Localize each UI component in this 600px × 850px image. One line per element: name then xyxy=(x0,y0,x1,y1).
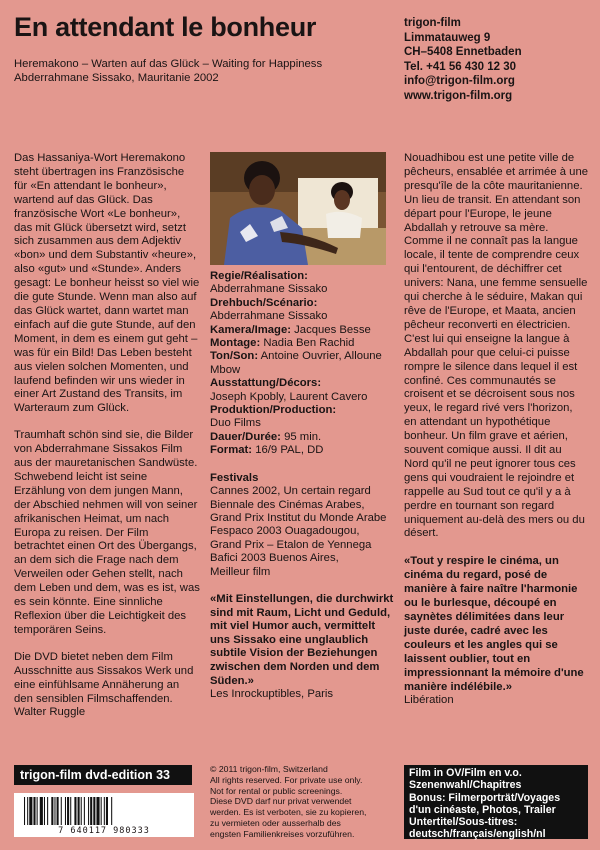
credit-value: Abderrahmane Sissako xyxy=(210,283,328,296)
publisher-email: info@trigon-film.org xyxy=(404,75,515,87)
dvd-info-line: Untertitel/Sous-titres: xyxy=(409,816,518,829)
credit-label: Ton/Son: xyxy=(210,350,259,363)
barcode-bar xyxy=(29,797,32,825)
barcode-bar xyxy=(90,797,92,825)
festival-line: Grand Prix – Etalon de Yennega xyxy=(210,538,372,551)
festivals-list xyxy=(210,485,396,579)
credits-column xyxy=(210,270,396,702)
barcode-bar xyxy=(33,797,35,825)
credit-label: Kamera/Image: xyxy=(210,323,291,336)
barcode-bar xyxy=(57,797,59,825)
credit-row xyxy=(210,404,396,431)
credit-row xyxy=(210,297,396,324)
edition-badge: trigon-film dvd-edition 33 xyxy=(14,765,192,785)
publisher-address xyxy=(404,16,522,103)
credit-value: Duo Films xyxy=(210,417,261,430)
publisher-city: CH–5408 Ennetbaden xyxy=(404,46,522,58)
copyright-line: © 2011 trigon-film, Switzerland xyxy=(210,764,328,774)
barcode-bar xyxy=(78,797,80,825)
credit-label: Ausstattung/Décors: xyxy=(210,377,322,390)
barcode-bar xyxy=(93,797,95,825)
festival-line: Grand Prix Institut du Monde Arabe xyxy=(210,511,387,524)
dvd-info-line: deutsch/français/english/nl xyxy=(409,828,546,841)
publisher-website: www.trigon-film.org xyxy=(404,89,513,102)
barcode-bar xyxy=(65,797,66,825)
german-synopsis-column xyxy=(14,152,200,733)
barcode-bar xyxy=(70,797,71,825)
barcode-bar xyxy=(111,797,112,825)
credit-value: Abderrahmane Sissako xyxy=(210,310,328,323)
synopsis-paragraph: Das Hassaniya-Wort Heremakono steht übertragen ins Französische für «En attendant le bonheur», wartend auf das Glück. Das französische Wort «Le bonheur», das mit Glück übersetzt wird, setzt sich zusammen aus dem Adjektiv «bon» und dem Substantiv «heure», also «gut» und «Stunde». Anders gesagt: Le bonheur heisst so viel wie die gute Stunde. Wenn man also auf das Glück wartet, dann wartet man einfach auf die gute Stunde, auf den Moment, in dem es einem gut geht – was für ein Bild! Das Leben besteht aus vielen solchen Momenten, und laufend befinden wir uns wieder in einer Art Zustand des Transits, im Warteraum zum Glück. xyxy=(14,152,200,415)
copyright-line: werden. Es ist verboten, sie zu kopieren, xyxy=(210,807,367,818)
festival-line: Biennale des Cinémas Arabes, xyxy=(210,498,365,511)
barcode-bar xyxy=(104,797,105,825)
credit-value: 95 min. xyxy=(284,430,322,443)
press-quote: «Tout y respire le cinéma, un cinéma du regard, posé de manière à faire naître l'harmonie ou le burlesque, découpé en saynètes délimitées dans leur juste durée, cadré avec les couleurs et les angles qui se laissent oublier, tout en impressionnant la mémoire d'une manière indélébile.» xyxy=(404,555,584,693)
credit-value: Joseph Kpobly, Laurent Cavero xyxy=(210,390,368,403)
barcode-bar xyxy=(74,797,76,825)
credit-row xyxy=(210,444,396,457)
barcode-bar xyxy=(84,797,85,825)
credits-list xyxy=(210,270,396,458)
credit-row xyxy=(210,377,396,404)
press-quote-source: Libération xyxy=(404,694,454,707)
dvd-info-line: Film in OV/Film en v.o. xyxy=(409,767,522,779)
barcode-bar xyxy=(101,797,102,825)
french-synopsis-column xyxy=(404,152,588,708)
press-quote: «Mit Einstellungen, die durchwirkt sind mit Raum, Licht und Geduld, mit viel Humor auch, vermittelt uns Sissako eine unglaublich subtile Vision der Beziehungen zwischen dem Norden und dem Süden.» xyxy=(210,592,394,687)
credit-row xyxy=(210,350,396,377)
alternate-titles: Heremakono – Warten auf das Glück – Waiting for Happiness xyxy=(14,58,323,70)
barcode-bar xyxy=(106,797,108,825)
credit-label: Dauer/Durée: xyxy=(210,430,281,443)
festival-line: Meilleur film xyxy=(210,565,271,578)
dvd-info-box xyxy=(404,765,588,839)
credit-label: Format: xyxy=(210,444,253,457)
barcode-bar xyxy=(51,797,53,825)
credit-row xyxy=(210,270,396,297)
credit-value: Nadia Ben Rachid xyxy=(263,337,355,350)
barcode-bar xyxy=(67,797,69,825)
film-still-photo xyxy=(210,152,386,265)
barcode-bar xyxy=(40,797,43,825)
page-title: En attendant le bonheur xyxy=(14,12,317,42)
barcode-bar xyxy=(61,797,62,825)
barcode-bar xyxy=(44,797,45,825)
credit-label: Montage: xyxy=(210,337,261,350)
synopsis-paragraph: Traumhaft schön sind sie, die Bilder von Abderrahmane Sissakos Film aus der mauretanischen Sandwüste. Schwebend leicht ist seine Erzählung von dem jungen Mann, der Abschied nehmen will von seiner afrikanischen Heimat, um nach Europa zu reisen. Der Film betrachtet einen Ort des Übergangs, an dem sich die Frage nach dem Verweilen oder Gehen stellt, nach dem Leben und dem, was es ist, was es sein könnte. Eine sinnliche Reflexion über die Leichtigkeit des temporären Seins. xyxy=(14,429,200,636)
dvd-info-line: Bonus: Filmerporträt/Voyages xyxy=(409,791,561,804)
credit-value: Antoine Ouvrier, Alloune Mbow xyxy=(210,350,382,376)
credit-label: Regie/Réalisation: xyxy=(210,270,308,282)
credit-label: Produktion/Production: xyxy=(210,404,337,417)
festival-line: Cannes 2002, Un certain regard xyxy=(210,485,371,498)
barcode xyxy=(14,793,194,837)
credit-value: 16/9 PAL, DD xyxy=(255,444,324,457)
synopsis-paragraph: Die DVD bietet neben dem Film Ausschnitte aus Sissakos Werk und eine einfühlsame Annäherung an den sensiblen Filmschaffenden. Walter Ruggle xyxy=(14,650,194,719)
dvd-info-line: d'un cinéaste, Photos, Trailer xyxy=(409,803,556,816)
festival-line: Bafici 2003 Buenos Aires, xyxy=(210,552,339,565)
barcode-bar xyxy=(96,797,99,825)
festivals-heading: Festivals xyxy=(210,471,259,484)
barcode-bar xyxy=(47,797,48,825)
barcode-bar xyxy=(81,797,82,825)
festival-line: Fespaco 2003 Ouagadougou, xyxy=(210,525,360,538)
film-still-image xyxy=(210,152,386,265)
credit-label: Drehbuch/Scénario: xyxy=(210,296,318,309)
publisher-name: trigon-film xyxy=(404,17,461,29)
copyright-line: Diese DVD darf nur privat verwendet xyxy=(210,796,352,807)
credit-row xyxy=(210,324,396,337)
credit-row xyxy=(210,337,396,350)
barcode-bar xyxy=(24,797,25,825)
press-quote-source: Les Inrockuptibles, Paris xyxy=(210,688,334,701)
barcode-digits: 7 640117 980333 xyxy=(58,826,150,836)
credit-value: Jacques Besse xyxy=(294,323,371,336)
copyright-line: engsten Familienkreises vorzuführen. xyxy=(210,828,355,839)
copyright-line: Not for rental or public screenings. xyxy=(210,785,343,796)
barcode-bar xyxy=(37,797,38,825)
copyright-notice xyxy=(210,764,390,840)
publisher-street: Limmatauweg 9 xyxy=(404,31,491,44)
barcode-bar xyxy=(54,797,55,825)
dvd-info-line: Szenenwahl/Chapitres xyxy=(409,779,522,792)
synopsis-paragraph: Nouadhibou est une petite ville de pêcheurs, ensablée et arrimée à une presqu'île de la côte mauritanienne. Un lieu de transit. En attendant son départ pour l'Europe, le jeune Abdallah y retrouve sa mère. Comme il ne connaît pas la langue locale, il tente de comprendre ceux qui l'entourent, de déchiffrer cet univers: Nana, une femme sensuelle qui cherche à le séduire, Makan qui rêve de l'Europe, et Maata, ancien pêcheur reconverti en électricien. C'est lui qui enseigne la langue à Abdallah pour que celui-ci puisse rompre le silence dans lequel il est confiné. Ces communautés se croisent et se décroisent sous nos yeux, le regard rivé vers l'horizon, en attendant un hypothétique bonheur. Un film grave et aérien, souvent comique aussi. Il dit au Nord qu'il ne peut ignorer tous ces gens qui voudraient le rejoindre et rappelle au Sud tout ce qu'il y a à perdre en tournant son regard uniquement au-delà des mers ou du désert. xyxy=(404,152,589,540)
copyright-line: zu vermieten oder ausserhalb des xyxy=(210,817,341,828)
copyright-line: All rights reserved. For private use only. xyxy=(210,774,363,785)
barcode-bars xyxy=(22,797,186,825)
barcode-bar xyxy=(27,797,28,825)
barcode-bar xyxy=(88,797,89,825)
credit-row xyxy=(210,431,396,444)
director-credit-line: Abderrahmane Sissako, Mauritanie 2002 xyxy=(14,72,219,84)
publisher-phone: Tel. +41 56 430 12 30 xyxy=(404,60,517,73)
